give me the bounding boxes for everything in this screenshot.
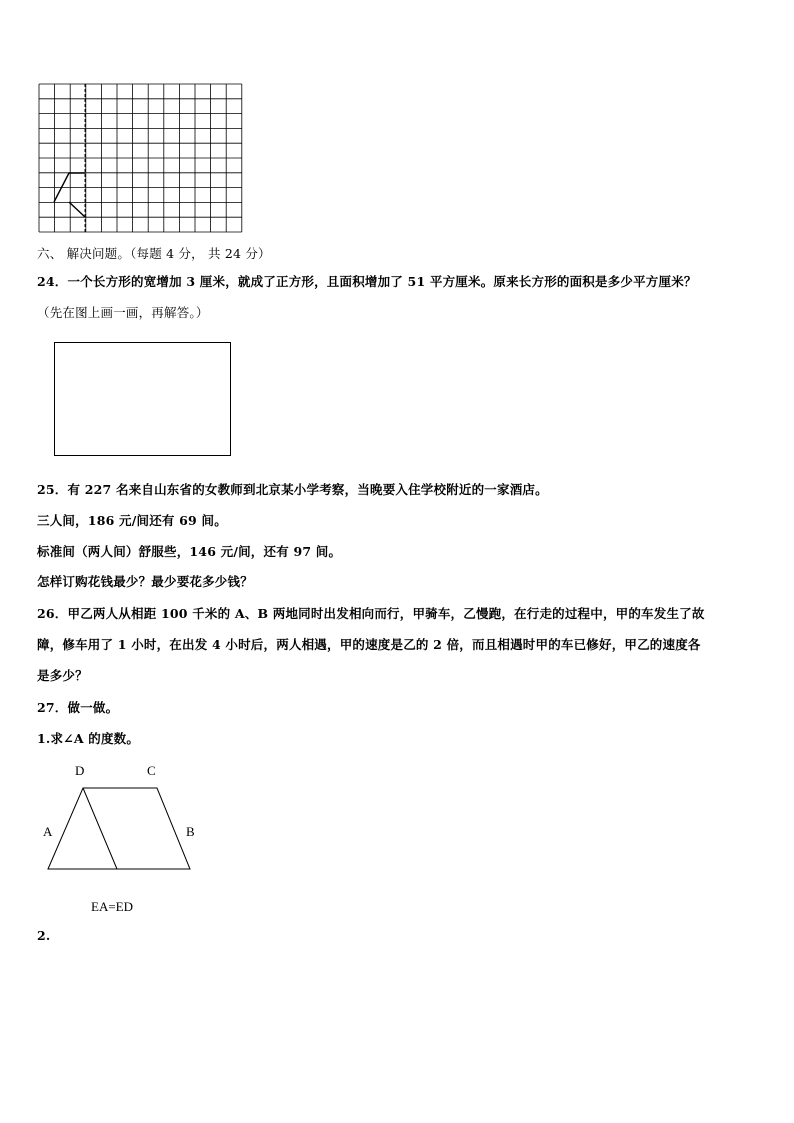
q25-option-triple: 三人间，186 元/间还有 69 间。: [37, 513, 227, 528]
q26-text-line3: 是多少？: [37, 668, 88, 683]
q25-text: 25．有 227 名来自山东省的女教师到北京某小学考察，当晚要入住学校附近的一家酒店。: [37, 482, 548, 497]
q24-text: 24．一个长方形的宽增加 3 厘米，就成了正方形，且面积增加了 51 平方厘米。原来长方形的面积是多少平方厘米？: [37, 274, 697, 289]
label-a: A: [43, 824, 53, 839]
q25-question: 怎样订购花钱最少？最少要花多少钱？: [37, 574, 253, 589]
section-title: 六、 解决问题。（每题 4 分， 共 24 分）: [37, 246, 271, 261]
q27-title: 27．做一做。: [37, 700, 119, 715]
q26-text-line2: 障，修车用了 1 小时，在出发 4 小时后，两人相遇，甲的速度是乙的 2 倍，而且相遇时甲的车已修好，甲乙的速度各: [37, 637, 701, 652]
trapezoid-outline: [48, 788, 190, 869]
q27-sub1: 1.求∠A 的度数。: [37, 731, 140, 746]
q25-option-double: 标准间（两人间）舒服些，146 元/间，还有 97 间。: [37, 544, 342, 559]
segment-de: [83, 788, 117, 869]
q27-sub2: 2.: [37, 928, 51, 943]
label-b: B: [186, 824, 195, 839]
label-d: D: [75, 763, 85, 778]
figure-caption: EA=ED: [91, 899, 133, 914]
q26-text-line1: 26．甲乙两人从相距 100 千米的 A、B 两地同时出发相向而行，甲骑车，乙慢跑，在行走的过程中，甲的车发生了故: [37, 606, 705, 621]
q24-instruction: （先在图上画一画，再解答。）: [37, 305, 209, 320]
label-c: C: [147, 763, 156, 778]
